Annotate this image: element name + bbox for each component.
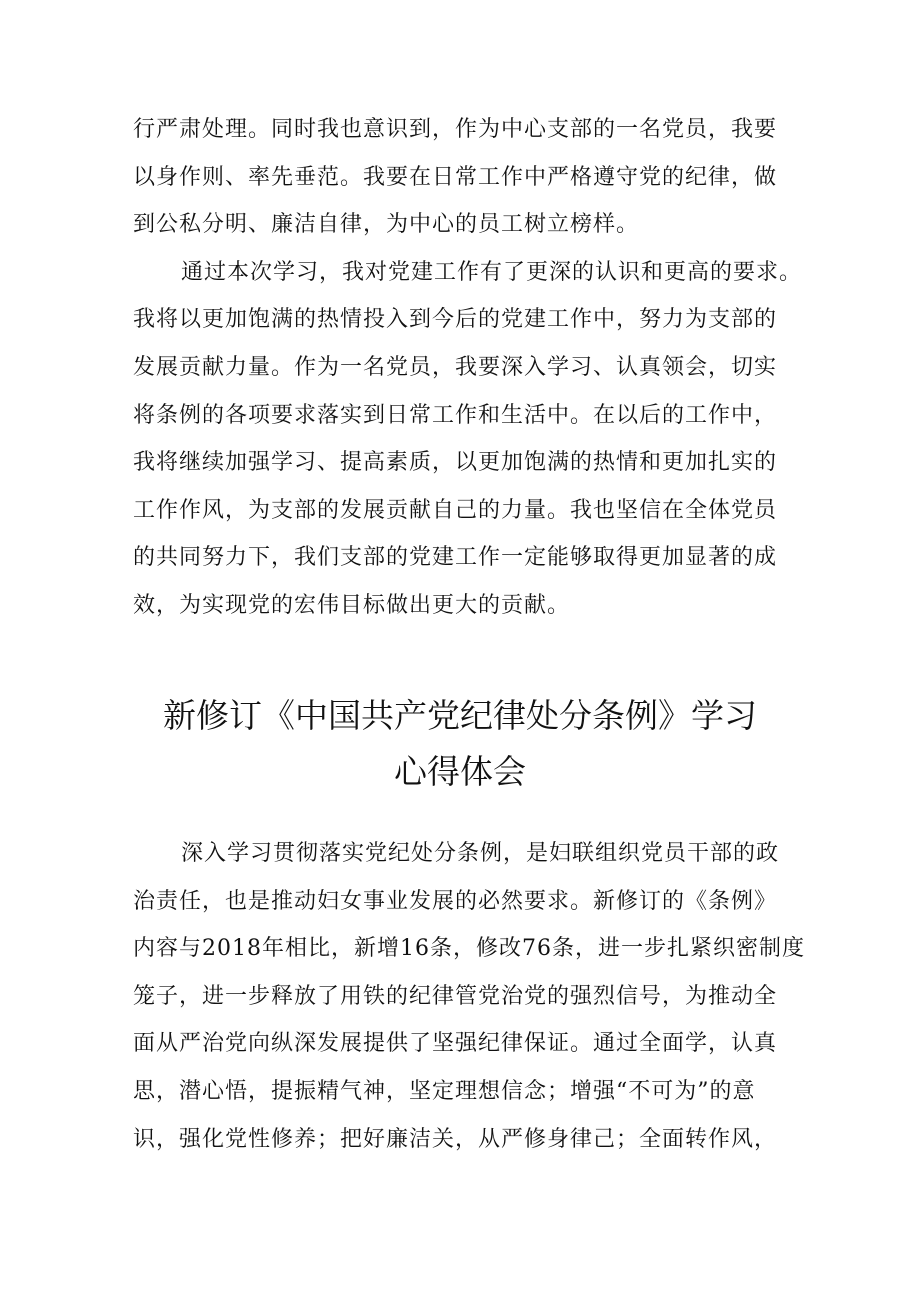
text-line: 笼子，进一步释放了用铁的纪律管党治党的强烈信号，为推动全 xyxy=(133,983,778,1009)
text-line: 效，为实现党的宏伟目标做出更大的贡献。 xyxy=(133,592,571,618)
text-line: 面从严治党向纵深发展提供了坚强纪律保证。通过全面学，认真 xyxy=(133,1031,778,1057)
section-2 xyxy=(133,830,805,1163)
text-line: 行严肃处理。同时我也意识到，作为中心支部的一名党员，我要 xyxy=(133,117,778,142)
text-line: 识，强化党性修养；把好廉洁关，从严修身律己；全面转作风， xyxy=(133,1126,778,1152)
text-line: 以身作则、率先垂范。我要在日常工作中严格遵守党的纪律，做 xyxy=(133,164,778,190)
text-line: 思，潜心悟，提振精气神，坚定理想信念；增强“不可为”的意 xyxy=(133,1078,756,1104)
text-line: 将条例的各项要求落实到日常工作和生活中。在以后的工作中， xyxy=(133,402,778,428)
text-line: 工作作风，为支部的发展贡献自己的力量。我也坚信在全体党员 xyxy=(133,497,778,523)
section-1 xyxy=(133,106,803,630)
text-line: 通过本次学习，我对党建工作有了更深的认识和更高的要求。 xyxy=(181,259,803,285)
text-line: 治责任，也是推动妇女事业发展的必然要求。新修订的《条例》 xyxy=(133,888,778,914)
text-line: 的共同努力下，我们支部的党建工作一定能够取得更加显著的成 xyxy=(133,545,778,571)
text-line: 发展贡献力量。作为一名党员，我要深入学习、认真领会，切实 xyxy=(133,354,778,380)
text-line: 我将以更加饱满的热情投入到今后的党建工作中，努力为支部的 xyxy=(133,307,778,333)
text-line: 深入学习贯彻落实党纪处分条例，是妇联组织党员干部的政 xyxy=(181,841,780,866)
title-line: 新修订《中国共产党纪律处分条例》学习 xyxy=(163,696,757,735)
title-line: 心得体会 xyxy=(394,752,526,791)
text-line: 到公私分明、廉洁自律，为中心的员工树立榜样。 xyxy=(133,212,640,238)
text-line: 内容与2018年相比，新增16条，修改76条，进一步扎紧织密制度 xyxy=(133,936,805,962)
page-title xyxy=(0,688,920,800)
text-line: 我将继续加强学习、提高素质，以更加饱满的热情和更加扎实的 xyxy=(133,450,778,476)
